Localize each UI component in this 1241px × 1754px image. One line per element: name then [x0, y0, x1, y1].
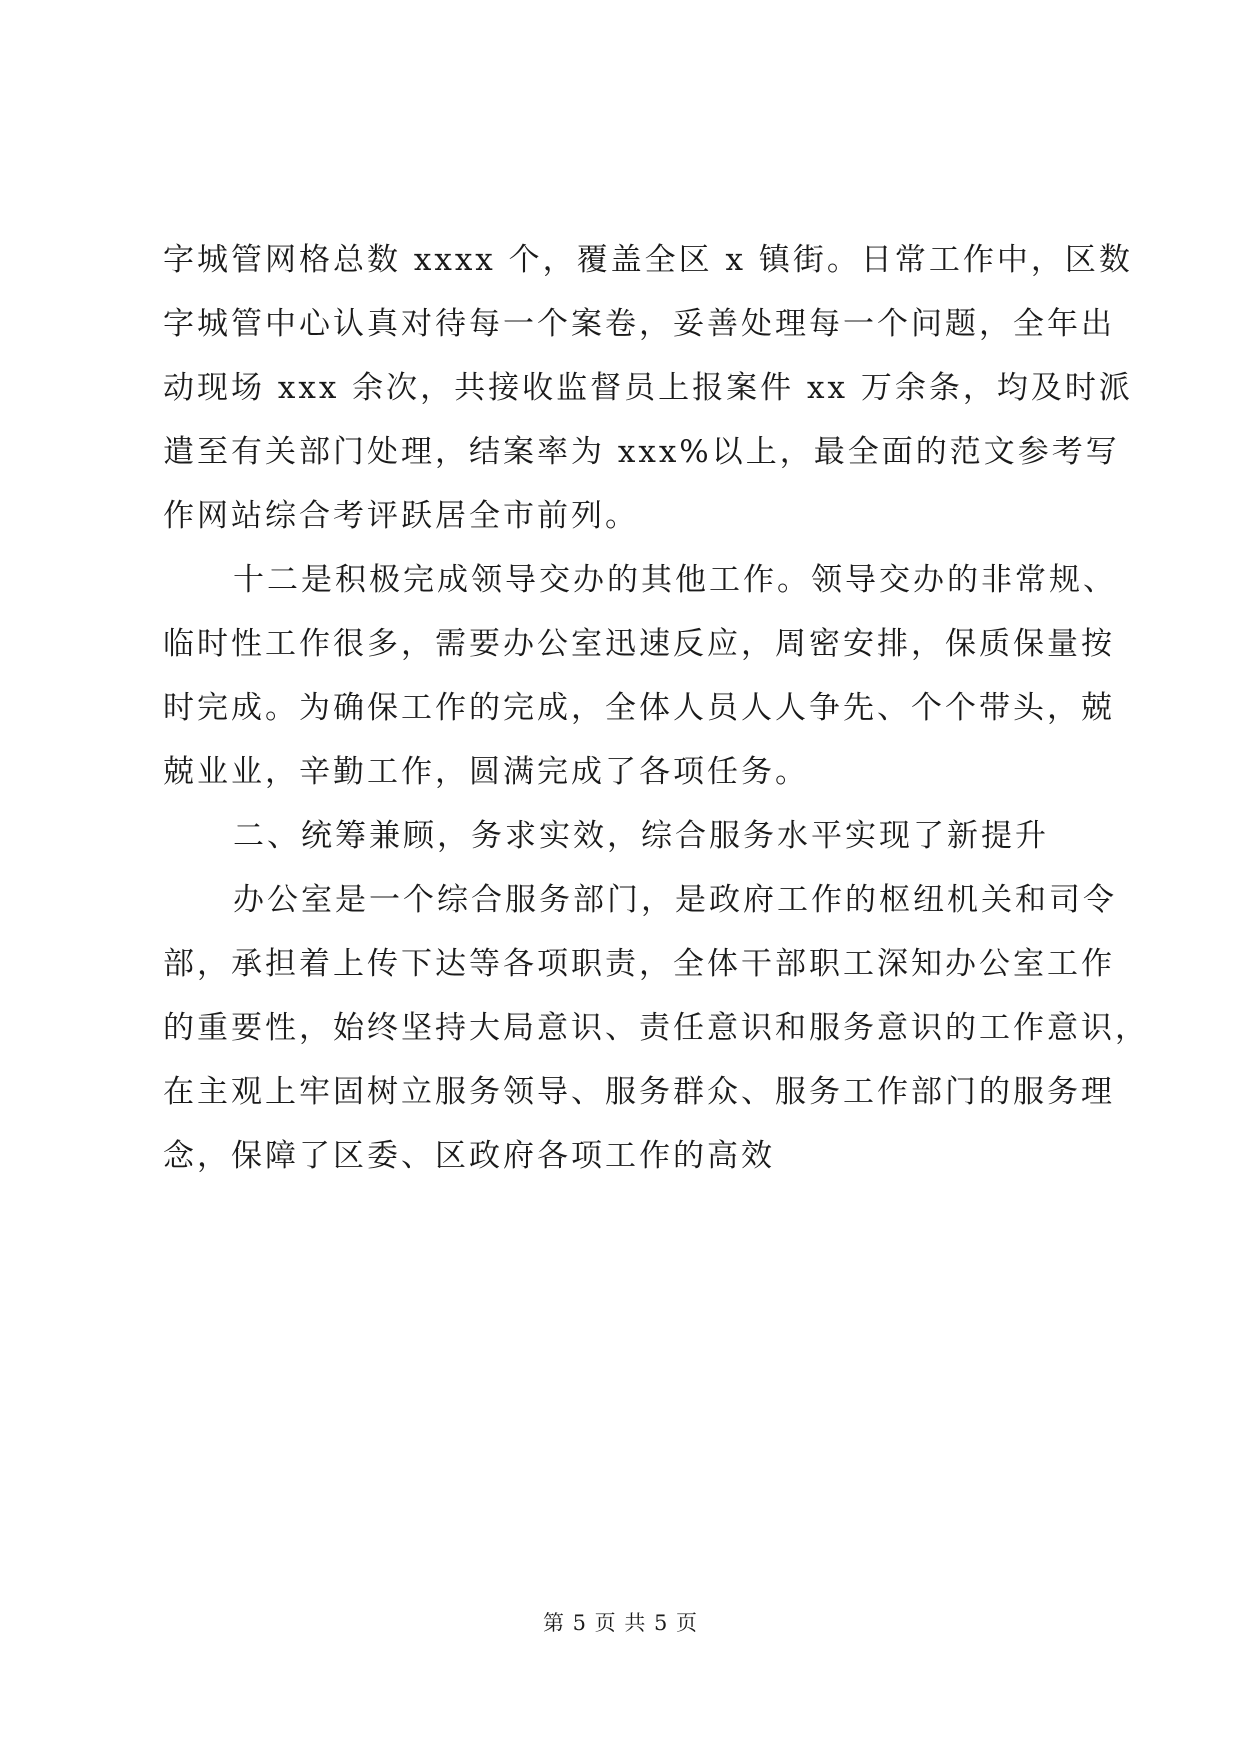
text-line: 的重要性，始终坚持大局意识、责任意识和服务意识的工作意识，	[163, 1010, 1149, 1046]
paragraph-start-line: 办公室是一个综合服务部门，是政府工作的枢纽机关和司令	[233, 882, 1117, 918]
text-line: 字城管中心认真对待每一个案卷，妥善处理每一个问题，全年出	[163, 306, 1115, 342]
text-line: 作网站综合考评跃居全市前列。	[163, 498, 639, 534]
text-line: 兢业业，辛勤工作，圆满完成了各项任务。	[163, 754, 809, 790]
section-heading: 二、统筹兼顾，务求实效，综合服务水平实现了新提升	[233, 818, 1049, 854]
body-text	[163, 228, 1149, 1188]
text-line: 字城管网格总数 xxxx 个，覆盖全区 x 镇街。日常工作中，区数	[163, 242, 1133, 278]
paragraph-start-line: 十二是积极完成领导交办的其他工作。领导交办的非常规、	[233, 562, 1117, 598]
text-line: 动现场 xxx 余次，共接收监督员上报案件 xx 万余条，均及时派	[163, 370, 1133, 406]
text-line: 遣至有关部门处理，结案率为 xxx%以上，最全面的范文参考写	[163, 434, 1120, 470]
page-number: 第 5 页 共 5 页	[542, 1611, 699, 1635]
text-line: 念，保障了区委、区政府各项工作的高效	[163, 1138, 775, 1174]
text-line: 临时性工作很多，需要办公室迅速反应，周密安排，保质保量按	[163, 626, 1115, 662]
text-line: 时完成。为确保工作的完成，全体人员人人争先、个个带头，兢	[163, 690, 1115, 726]
text-line: 在主观上牢固树立服务领导、服务群众、服务工作部门的服务理	[163, 1074, 1115, 1110]
text-line: 部，承担着上传下达等各项职责，全体干部职工深知办公室工作	[163, 946, 1115, 982]
